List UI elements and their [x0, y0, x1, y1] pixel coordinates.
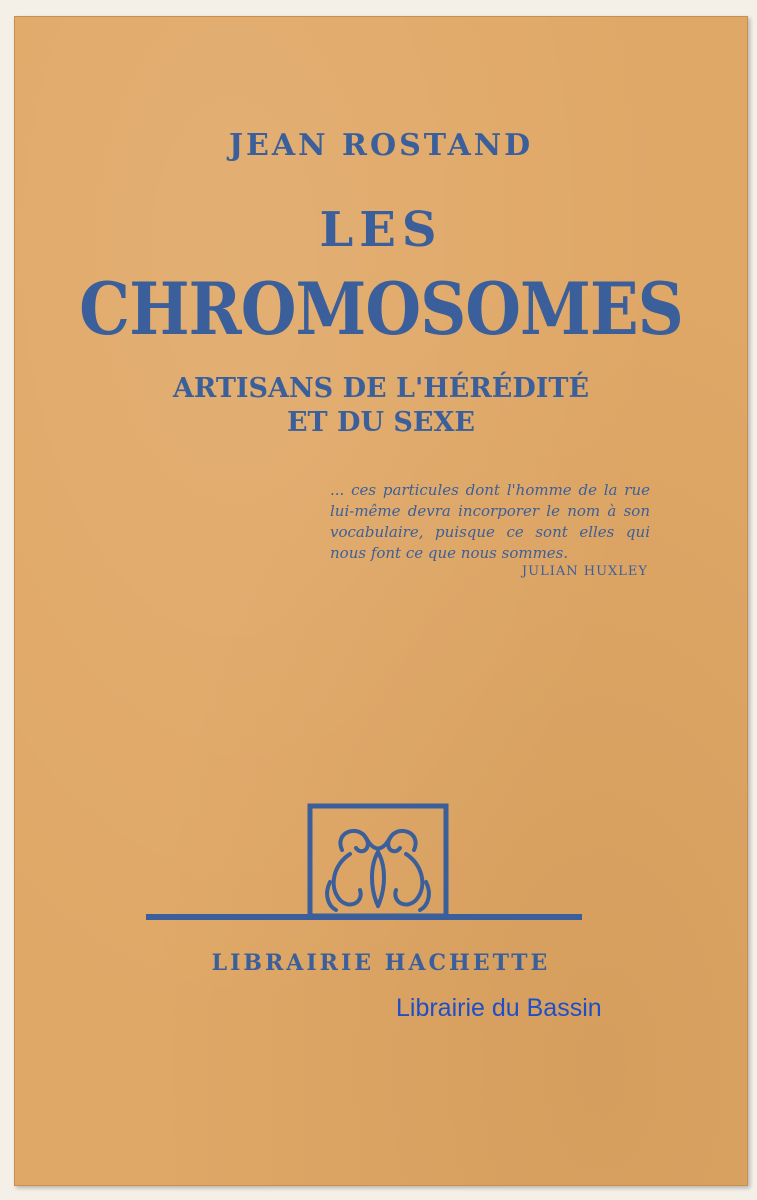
book-title: CHROMOSOMES: [79, 268, 683, 352]
epigraph-author: JULIAN HUXLEY: [521, 564, 648, 579]
title-article: LES: [319, 202, 443, 258]
author-name: JEAN ROSTAND: [228, 128, 534, 163]
publisher-monogram-icon: [144, 802, 584, 926]
logo-frame: [310, 806, 446, 916]
epigraph-quote: ... ces particules dont l'homme de la rue lui-même devra incorporer le nom à son vocabulaire, puisque ce sont elles qui nous font ce que nous sommes.: [330, 481, 650, 562]
seller-watermark: Librairie du Bassin: [396, 994, 602, 1022]
logo-scrolls: [327, 831, 429, 910]
publisher-name: LIBRAIRIE HACHETTE: [211, 950, 551, 976]
book-subtitle: [14, 372, 748, 440]
subtitle-line-1: ARTISANS DE L'HÉRÉDITÉ: [172, 373, 590, 404]
subtitle-line-2: ET DU SEXE: [286, 407, 476, 438]
